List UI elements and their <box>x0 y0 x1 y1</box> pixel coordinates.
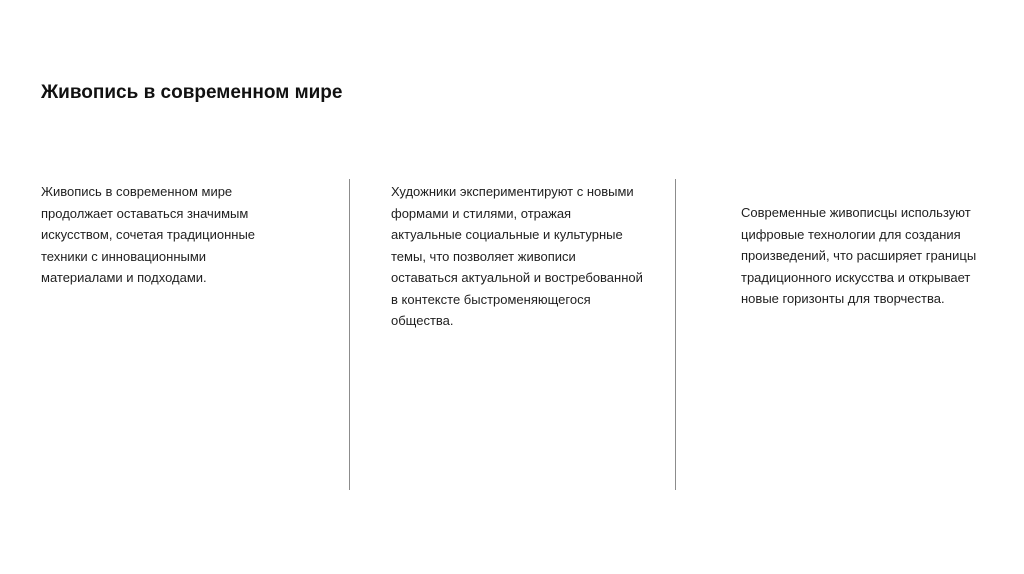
column-divider-1 <box>349 179 350 490</box>
column-2-line: темы, что позволяет живописи <box>391 248 576 264</box>
column-2-line: оставаться актуальной и востребованной <box>391 270 643 285</box>
column-1-line: материалами и подходами. <box>41 270 207 285</box>
column-3-line: традиционного искусства и открывает <box>741 269 971 285</box>
column-2-line: Художники экспериментируют с новыми <box>391 184 634 199</box>
column-2-line: формами и стилями, отражая <box>391 205 572 221</box>
column-2-line: в контексте быстроменяющегося <box>391 291 591 307</box>
column-1-text <box>41 181 311 289</box>
column-3-line: Современные живописцы используют <box>741 205 971 220</box>
column-1-line: продолжает оставаться значимым <box>41 205 249 221</box>
column-2-line: актуальные социальные и культурные <box>391 227 623 242</box>
column-1-line: Живопись в современном мире <box>41 184 233 199</box>
column-2-text <box>391 181 666 332</box>
column-3-text <box>741 202 1001 310</box>
column-3-line: произведений, что расширяет границы <box>741 248 977 263</box>
column-1-line: техники с инновационными <box>41 248 207 264</box>
slide-title: Живопись в современном мире <box>41 82 343 103</box>
column-divider-2 <box>675 179 676 490</box>
column-3-line: цифровые технологии для создания <box>741 226 961 242</box>
column-2-line: общества. <box>391 313 454 328</box>
column-1-line: искусством, сочетая традиционные <box>41 227 256 242</box>
column-3-line: новые горизонты для творчества. <box>741 291 945 306</box>
